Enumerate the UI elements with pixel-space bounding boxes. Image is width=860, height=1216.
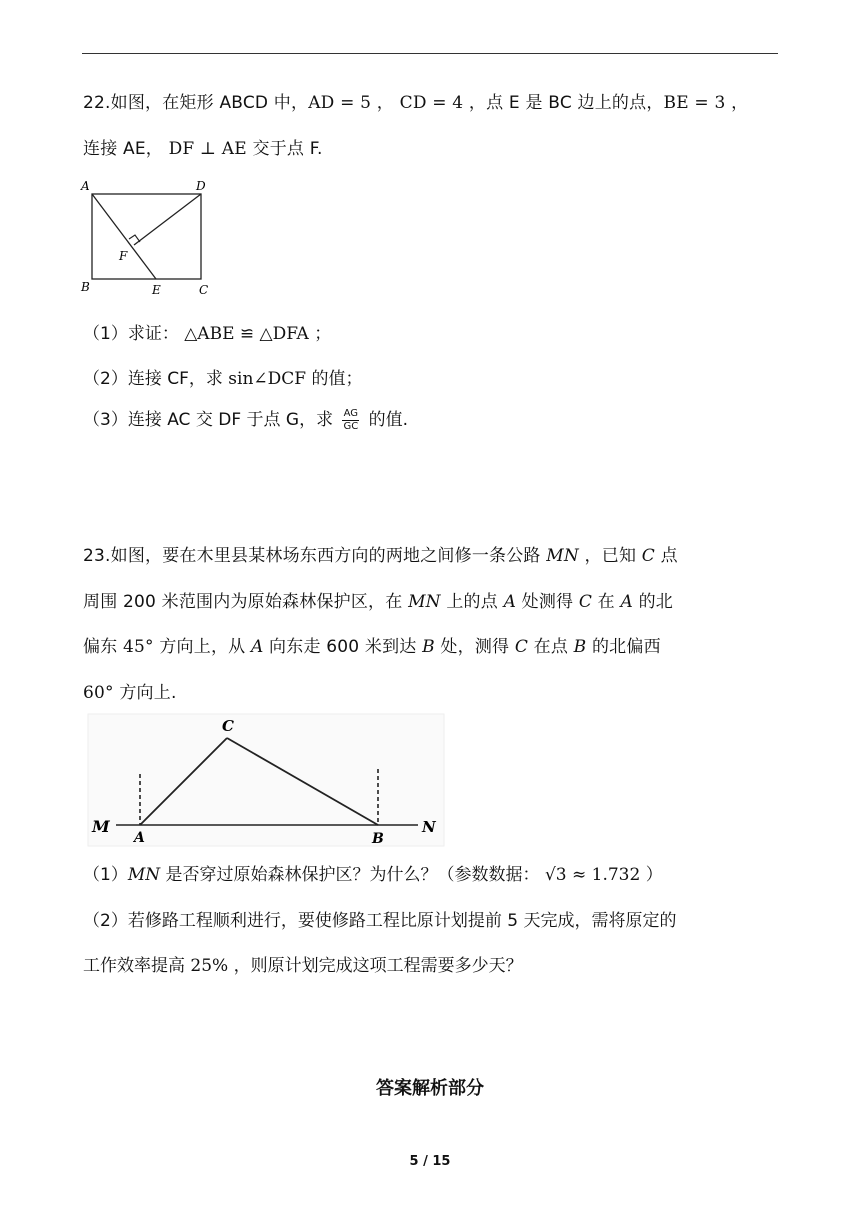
q23-line-1: 23.如图，要在木里县某林场东西方向的两地之间修一条公路 MN ，已知 C 点 (83, 546, 678, 566)
q22-part-2: （2）连接 CF，求 sin∠DCF 的值； (83, 369, 363, 389)
q22-line-2: 连接 AE， DF ⊥ AE 交于点 F. (83, 139, 323, 159)
label-b: B (81, 280, 90, 294)
answer-section-heading: 答案解析部分 (376, 1078, 484, 1099)
q23-part-1: （1）MN 是否穿过原始森林保护区？为什么？（参数数据： √3 ≈ 1.732 ） (83, 865, 663, 885)
q22-part-3: （3）连接 AC 交 DF 于点 G，求 $\frac{AG}{GC}$ 的值. (83, 407, 409, 432)
page-number: 5 / 15 (409, 1154, 451, 1169)
segment-ae (92, 194, 156, 279)
q23-part-2-line-1: （2）若修路工程顺利进行，要使修路工程比原计划提前 5 天完成，需将原定的 (83, 911, 677, 931)
label-a: A (134, 830, 145, 846)
label-n: N (422, 818, 436, 836)
label-c: C (199, 283, 209, 297)
q22-rectangle-figure (76, 176, 226, 300)
q23-line-3: 偏东 45° 方向上，从 A 向东走 600 米到达 B 处，测得 C 在点 B 的北偏西 (83, 637, 661, 657)
q23-part-2-line-2: 工作效率提高 25% ，则原计划完成这项工程需要多少天？ (83, 956, 523, 976)
q23-road-figure (86, 712, 446, 848)
q22-line-1: 22.如图，在矩形 ABCD 中，AD = 5 ， CD = 4 ，点 E 是 BC 边上的点，BE = 3 ， (83, 93, 749, 113)
q23-line-2: 周围 200 米范围内为原始森林保护区，在 MN 上的点 A 处测得 C 在 A 的北 (83, 592, 673, 612)
figure-background (88, 714, 444, 846)
header-rule (82, 53, 778, 54)
segment-df (134, 194, 201, 245)
q23-line-4: 60° 方向上. (83, 683, 177, 703)
label-d: D (196, 179, 206, 193)
fraction-ag-gc: $\frac{AG}{GC}$ (343, 407, 359, 432)
label-f: F (119, 249, 128, 263)
label-b: B (372, 831, 384, 847)
label-m: M (92, 817, 110, 836)
q22-part-1: （1）求证： △ABE ≌ △DFA ； (83, 324, 332, 344)
label-e: E (152, 283, 161, 297)
label-c: C (222, 717, 234, 735)
label-a: A (81, 179, 90, 193)
